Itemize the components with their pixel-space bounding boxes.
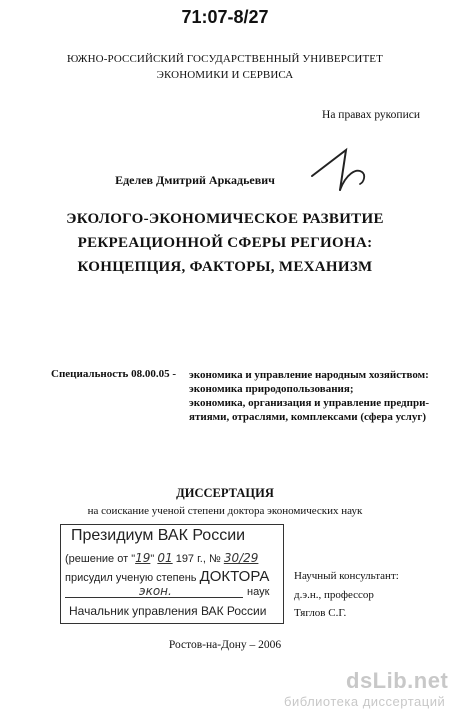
stamp-signatory: Начальник управления ВАК России: [69, 604, 267, 618]
signature-mark: [306, 144, 378, 196]
title-line-3: КОНЦЕПЦИЯ, ФАКТОРЫ, МЕХАНИЗМ: [77, 259, 373, 275]
specialty-line: экономика природопользования;: [189, 383, 354, 395]
university-name-line1: ЮЖНО-РОССИЙСКИЙ ГОСУДАРСТВЕННЫЙ УНИВЕРСИТЕТ: [67, 53, 383, 65]
stamp-month: 01: [157, 551, 173, 565]
vak-stamp: [60, 524, 284, 624]
stamp-field: экон.: [139, 584, 172, 598]
specialty-line: экономика и управление народным хозяйством:: [189, 369, 429, 381]
watermark-brand: dsLib.net: [346, 668, 449, 693]
manuscript-note: На правах рукописи: [322, 109, 420, 121]
stamp-decision-line: [65, 551, 258, 565]
specialty-label: Специальность 08.00.05 -: [51, 368, 177, 380]
stamp-quote: ": [150, 553, 158, 565]
dissertation-heading: ДИССЕРТАЦИЯ: [176, 486, 274, 500]
specialty-description: [189, 368, 429, 424]
watermark-caption: библиотека диссертаций: [284, 694, 446, 709]
stamp-degree-prefix: присудил ученую степень: [65, 572, 197, 584]
stamp-title: Президиум ВАК России: [71, 527, 246, 544]
stamp-field-suffix: наук: [247, 586, 270, 598]
consultant-label: Научный консультант:: [294, 570, 399, 582]
document-code: 71:07-8/27: [181, 7, 269, 27]
stamp-degree-word: ДОКТОРА: [199, 568, 270, 585]
stamp-year-text: 197 г., №: [172, 553, 224, 565]
degree-line: на соискание ученой степени доктора экономических наук: [87, 505, 363, 517]
consultant-name: Тяглов С.Г.: [294, 607, 347, 619]
title-line-2: РЕКРЕАЦИОННОЙ СФЕРЫ РЕГИОНА:: [77, 235, 373, 251]
stamp-degree-line: [65, 568, 269, 585]
university-name-line2: ЭКОНОМИКИ И СЕРВИСА: [156, 69, 294, 81]
stamp-day: 19: [135, 551, 151, 565]
title-line-1: ЭКОЛОГО-ЭКОНОМИЧЕСКОЕ РАЗВИТИЕ: [66, 211, 384, 227]
specialty-line: экономика, организация и управление предпри-: [189, 397, 430, 409]
author-name: Еделев Дмитрий Аркадьевич: [115, 173, 275, 187]
specialty-line: ятиями, отраслями, комплексами (сфера услуг): [189, 411, 426, 423]
stamp-decision-prefix: (решение от ": [65, 553, 136, 565]
stamp-number: 30/29: [223, 551, 259, 565]
consultant-title: д.э.н., профессор: [294, 589, 374, 601]
city-year: Ростов-на-Дону – 2006: [168, 639, 282, 651]
